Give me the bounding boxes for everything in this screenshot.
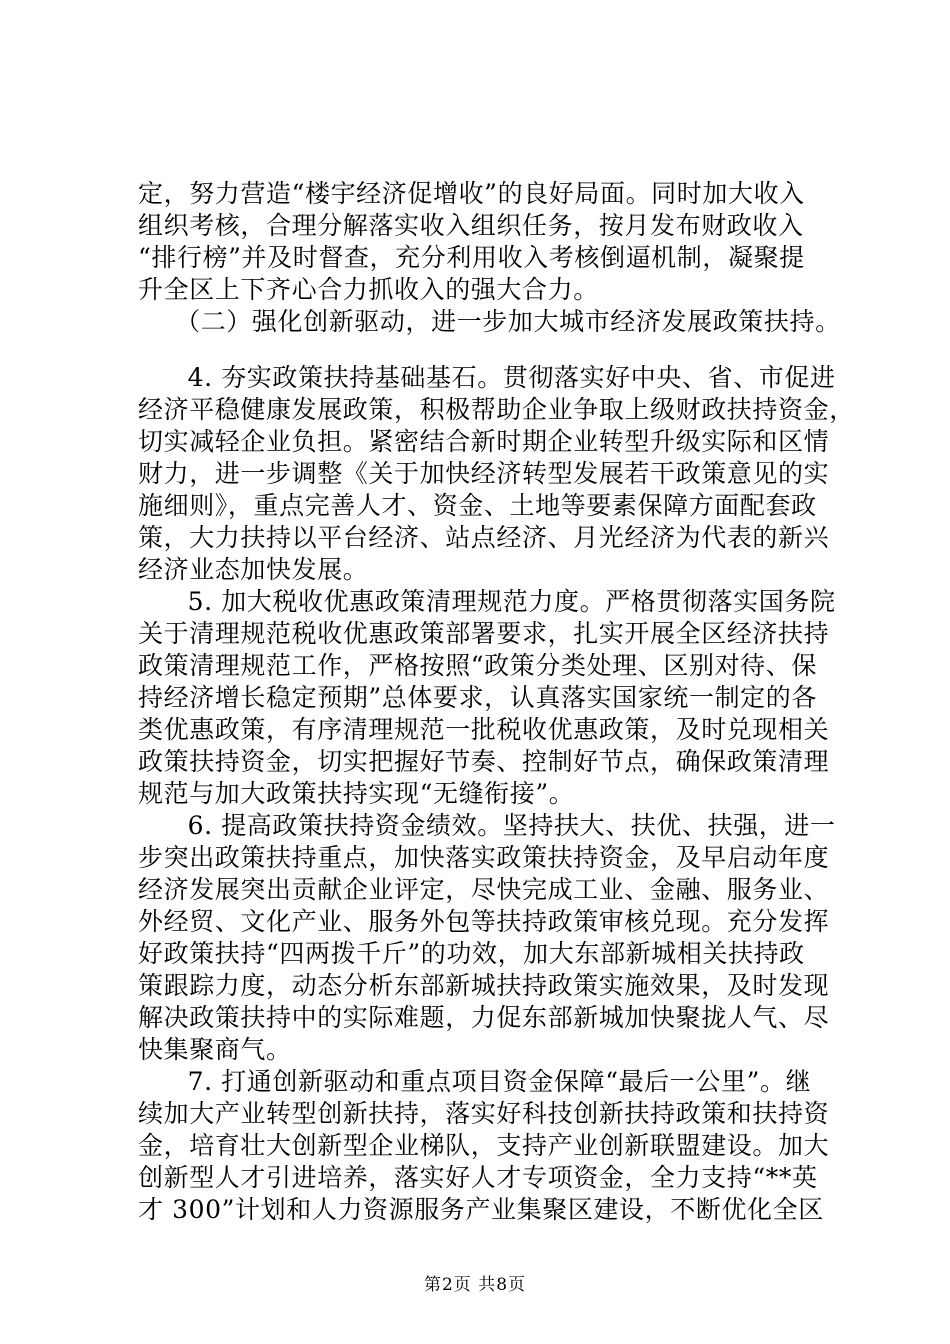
text-line: 创新型人才引进培养，落实好人才专项资金，全力支持“**英 bbox=[138, 1163, 818, 1192]
text-line: 金，培育壮大创新型企业梯队，支持产业创新联盟建设。加大 bbox=[138, 1131, 830, 1160]
text-line: 定，努力营造“楼宇经济促增收”的良好局面。同时加大收入 bbox=[138, 179, 805, 208]
text-line: 快集聚商气。 bbox=[138, 1035, 292, 1064]
text-line: 持经济增长稳定预期”总体要求，认真落实国家统一制定的各 bbox=[138, 683, 817, 712]
text-line: 步突出政策扶持重点，加快落实政策扶持资金，及早启动年度 bbox=[138, 843, 830, 872]
text-line: 关于清理规范税收优惠政策部署要求，扎实开展全区经济扶持 bbox=[138, 619, 830, 648]
text-line: 5. 加大税收优惠政策清理规范力度。严格贯彻落实国务院 bbox=[162, 587, 836, 616]
text-line: 财力，进一步调整《关于加快经济转型发展若干政策意见的实 bbox=[138, 459, 830, 488]
text-line: “排行榜”并及时督查，充分利用收入考核倒逼机制，凝聚提 bbox=[138, 243, 805, 272]
text-line: 政策扶持资金，切实把握好节奏、控制好节点，确保政策清理 bbox=[138, 747, 830, 776]
text-line: 续加大产业转型创新扶持，落实好科技创新扶持政策和扶持资 bbox=[138, 1099, 830, 1128]
text-line: 好政策扶持“四两拨千斤”的功效，加大东部新城相关扶持政 bbox=[138, 939, 805, 968]
text-line: 策跟踪力度，动态分析东部新城扶持政策实施效果，及时发现 bbox=[138, 971, 830, 1000]
text-line: 经济平稳健康发展政策，积极帮助企业争取上级财政扶持资金， bbox=[138, 395, 855, 424]
text-line: 经济发展突出贡献企业评定，尽快完成工业、金融、服务业、 bbox=[138, 875, 830, 904]
text-line: 切实减轻企业负担。紧密结合新时期企业转型升级实际和区情 bbox=[138, 427, 830, 456]
text-line: 解决政策扶持中的实际难题，力促东部新城加快聚拢人气、尽 bbox=[138, 1003, 830, 1032]
text-line: 经济业态加快发展。 bbox=[138, 555, 369, 584]
text-line: 4. 夯实政策扶持基础基石。贯彻落实好中央、省、市促进 bbox=[162, 363, 836, 392]
text-line: 外经贸、文化产业、服务外包等扶持政策审核兑现。充分发挥 bbox=[138, 907, 830, 936]
text-line: 类优惠政策，有序清理规范一批税收优惠政策，及时兑现相关 bbox=[138, 715, 830, 744]
text-line: 才 300”计划和人力资源服务产业集聚区建设，不断优化全区 bbox=[138, 1195, 824, 1224]
section-heading: （二）强化创新驱动，进一步加大城市经济发展政策扶持。 bbox=[162, 307, 841, 336]
text-line: 施细则》，重点完善人才、资金、土地等要素保障方面配套政 bbox=[138, 491, 817, 520]
page-number-footer: 第2页 共8页 bbox=[423, 1275, 527, 1295]
text-line: 策，大力扶持以平台经济、站点经济、月光经济为代表的新兴 bbox=[138, 523, 830, 552]
text-line: 政策清理规范工作，严格按照“政策分类处理、区别对待、保 bbox=[138, 651, 817, 680]
text-line: 7. 打通创新驱动和重点项目资金保障“最后一公里”。继 bbox=[162, 1067, 812, 1096]
text-line: 6. 提高政策扶持资金绩效。坚持扶大、扶优、扶强，进一 bbox=[162, 811, 836, 840]
text-line: 升全区上下齐心合力抓收入的强大合力。 bbox=[138, 275, 599, 304]
text-line: 组织考核，合理分解落实收入组织任务，按月发布财政收入 bbox=[138, 211, 804, 240]
text-line: 规范与加大政策扶持实现“无缝衔接”。 bbox=[138, 779, 575, 808]
